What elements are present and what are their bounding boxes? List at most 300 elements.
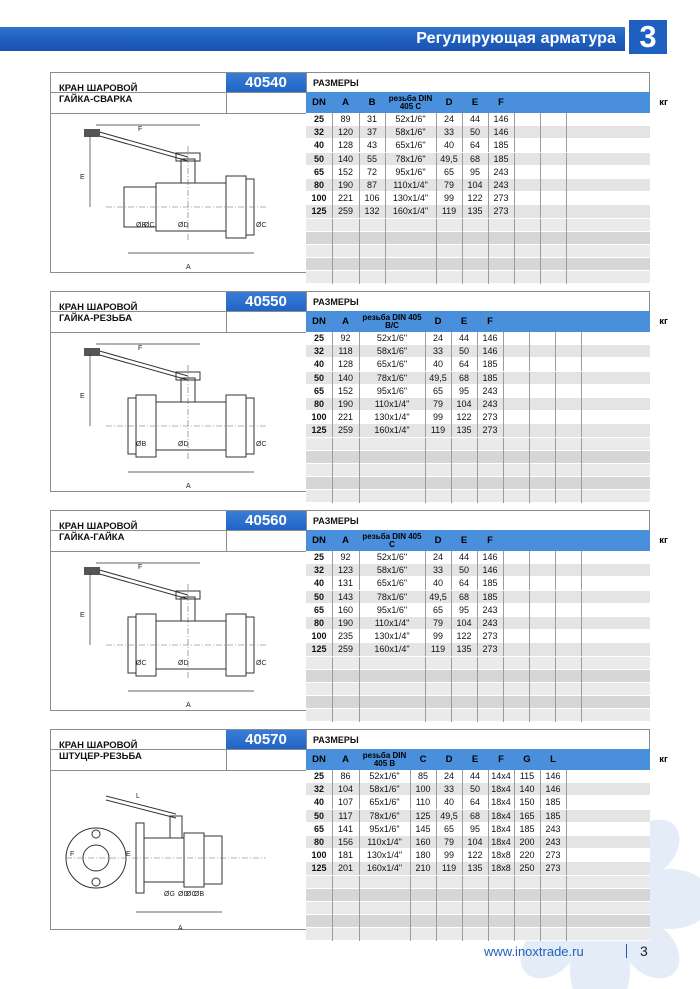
column-separator <box>385 192 386 205</box>
table-cell: 185 <box>545 810 561 821</box>
table-cell: 33 <box>432 565 443 576</box>
column-separator <box>462 928 463 941</box>
table-cell: 99 <box>443 850 454 861</box>
column-separator <box>451 617 452 630</box>
table-cell: 18x4 <box>491 836 511 847</box>
table-cell: 243 <box>545 823 561 834</box>
column-separator <box>359 179 360 192</box>
product-title <box>59 740 142 762</box>
product-title <box>59 83 138 105</box>
table-cell: 119 <box>430 644 446 655</box>
column-separator <box>462 783 463 796</box>
column-separator <box>436 823 437 836</box>
table-row <box>306 372 650 385</box>
column-separator <box>477 591 478 604</box>
table-cell: 235 <box>337 631 354 642</box>
column-header: кг <box>659 96 668 108</box>
column-separator <box>566 232 567 245</box>
column-separator <box>359 551 360 564</box>
table-cell: 95x1/6" <box>376 604 408 615</box>
column-separator <box>566 810 567 823</box>
column-separator <box>529 451 530 464</box>
column-separator <box>477 564 478 577</box>
dimension-label: A <box>186 483 191 490</box>
table-cell: 44 <box>458 552 469 562</box>
column-separator <box>359 358 360 371</box>
table-cell: 181 <box>337 850 354 861</box>
valve-body <box>144 838 184 882</box>
empty-row <box>306 219 650 232</box>
table-cell: 24 <box>432 333 443 343</box>
column-separator <box>514 915 515 928</box>
table-cell: 130x1/4" <box>374 412 410 423</box>
bolt-hole <box>92 878 100 886</box>
column-separator <box>332 332 333 345</box>
column-separator <box>410 889 411 902</box>
column-header <box>503 311 529 332</box>
footer-url-link[interactable]: www.inoxtrade.ru <box>484 944 584 959</box>
column-separator <box>436 258 437 271</box>
product-title-line2: ГАЙКА-РЕЗЬБА <box>59 313 133 324</box>
table-cell: 130x1/4" <box>392 193 429 204</box>
column-separator <box>540 876 541 889</box>
column-separator <box>462 271 463 284</box>
column-separator <box>332 258 333 271</box>
column-separator <box>503 696 504 709</box>
product-title-line1: КРАН ШАРОВОЙ <box>59 521 138 532</box>
column-separator <box>462 796 463 809</box>
column-separator <box>555 630 556 643</box>
column-separator <box>581 464 582 477</box>
table-cell: 243 <box>482 604 498 615</box>
column-separator <box>477 358 478 371</box>
column-separator <box>332 139 333 152</box>
column-separator <box>332 219 333 232</box>
dn-cell: 80 <box>313 617 324 628</box>
table-cell: 128 <box>337 359 354 370</box>
column-separator <box>332 166 333 179</box>
column-separator <box>332 683 333 696</box>
table-row <box>306 153 650 166</box>
table-cell: 106 <box>364 193 380 204</box>
table-cell: 95 <box>469 823 480 834</box>
dimension-label: F <box>138 126 143 133</box>
column-header <box>529 530 555 551</box>
table-row <box>306 345 650 358</box>
column-header: DN <box>312 753 326 765</box>
table-cell: 24 <box>443 114 454 124</box>
column-separator <box>529 464 530 477</box>
column-separator <box>581 604 582 617</box>
table-cell: 18x4 <box>491 823 511 834</box>
column-separator <box>332 345 333 358</box>
column-separator <box>555 643 556 656</box>
product-title-line2: ГАЙКА-ГАЙКА <box>59 532 125 543</box>
column-separator <box>425 451 426 464</box>
column-separator <box>477 451 478 464</box>
table-row <box>306 139 650 152</box>
column-separator <box>566 245 567 258</box>
column-separator <box>332 490 333 503</box>
column-separator <box>332 928 333 941</box>
table-cell: 140 <box>519 784 535 795</box>
table-cell: 95x1/6" <box>376 385 408 396</box>
table-cell: 72 <box>366 166 377 177</box>
table-cell: 18x8 <box>491 850 511 861</box>
handle-lever <box>96 569 188 595</box>
table-cell: 243 <box>482 617 498 628</box>
table-cell: 104 <box>467 179 483 190</box>
column-separator <box>514 258 515 271</box>
table-cell: 52x1/6" <box>376 552 408 562</box>
column-separator <box>488 928 489 941</box>
table-cell: 125 <box>415 810 431 821</box>
dimension-label: F <box>138 564 143 571</box>
column-separator <box>514 783 515 796</box>
table-cell: 24 <box>432 552 443 562</box>
column-header: E <box>460 534 468 546</box>
table-cell: 185 <box>482 359 498 370</box>
column-separator <box>477 657 478 670</box>
column-separator <box>581 332 582 345</box>
column-separator <box>555 670 556 683</box>
column-separator <box>451 577 452 590</box>
column-separator <box>503 643 504 656</box>
column-separator <box>581 657 582 670</box>
column-separator <box>477 683 478 696</box>
column-separator <box>529 551 530 564</box>
column-separator <box>359 139 360 152</box>
column-separator <box>332 770 333 783</box>
column-separator <box>436 205 437 218</box>
column-separator <box>425 424 426 437</box>
column-header <box>555 530 581 551</box>
divider <box>226 311 306 332</box>
handle-lever <box>96 573 188 599</box>
table-body <box>306 332 650 503</box>
column-separator <box>477 617 478 630</box>
technical-drawing <box>66 559 301 709</box>
column-separator <box>540 245 541 258</box>
product-block-40570 <box>50 729 668 932</box>
table-cell: 185 <box>493 153 509 164</box>
column-separator <box>462 166 463 179</box>
column-separator <box>581 577 582 590</box>
column-separator <box>581 709 582 722</box>
table-header <box>306 92 668 113</box>
table-row <box>306 192 650 205</box>
column-separator <box>359 398 360 411</box>
column-separator <box>332 823 333 836</box>
column-header: E <box>460 315 468 327</box>
column-separator <box>359 153 360 166</box>
table-row <box>306 796 650 809</box>
table-cell: 117 <box>338 810 353 821</box>
table-cell: 18x4 <box>491 784 511 795</box>
column-separator <box>477 464 478 477</box>
column-separator <box>514 179 515 192</box>
column-separator <box>451 464 452 477</box>
column-separator <box>436 179 437 192</box>
empty-row <box>306 438 650 451</box>
dn-cell: 32 <box>313 346 324 357</box>
dn-cell: 125 <box>311 206 327 217</box>
empty-row <box>306 915 650 928</box>
column-separator <box>477 630 478 643</box>
column-header: кг <box>659 753 668 765</box>
table-row <box>306 385 650 398</box>
table-cell: 65 <box>443 166 454 177</box>
column-separator <box>451 345 452 358</box>
column-separator <box>503 683 504 696</box>
column-separator <box>332 810 333 823</box>
column-separator <box>359 490 360 503</box>
column-header <box>529 311 555 332</box>
table-header <box>306 749 668 770</box>
column-separator <box>385 245 386 258</box>
table-cell: 119 <box>430 425 446 436</box>
table-cell: 160x1/4" <box>392 206 429 217</box>
column-separator <box>529 643 530 656</box>
column-separator <box>332 398 333 411</box>
table-cell: 107 <box>337 797 354 808</box>
table-cell: 18x8 <box>491 863 511 874</box>
column-separator <box>540 783 541 796</box>
table-cell: 95 <box>458 385 469 396</box>
column-separator <box>566 192 567 205</box>
column-separator <box>425 670 426 683</box>
table-cell: 132 <box>364 206 380 217</box>
column-separator <box>359 683 360 696</box>
column-separator <box>514 862 515 875</box>
table-cell: 273 <box>493 193 509 204</box>
dn-cell: 100 <box>311 850 327 861</box>
product-code-badge: 40560 <box>226 511 306 530</box>
column-separator <box>462 205 463 218</box>
table-cell: 110x1/4" <box>367 836 402 847</box>
column-separator <box>410 849 411 862</box>
empty-row <box>306 889 650 902</box>
product-code-badge: 40540 <box>226 73 306 92</box>
dimension-label: ØC <box>186 891 197 898</box>
table-row <box>306 643 650 656</box>
column-separator <box>451 398 452 411</box>
valve-drawing-svg <box>66 340 301 490</box>
table-cell: 100 <box>415 784 431 795</box>
column-separator <box>410 796 411 809</box>
column-separator <box>477 477 478 490</box>
dn-cell: 32 <box>313 784 324 795</box>
column-separator <box>410 928 411 941</box>
column-separator <box>359 477 360 490</box>
column-separator <box>425 657 426 670</box>
column-separator <box>359 810 360 823</box>
column-separator <box>332 670 333 683</box>
column-separator <box>451 591 452 604</box>
column-separator <box>566 862 567 875</box>
column-separator <box>529 477 530 490</box>
column-separator <box>540 770 541 783</box>
column-separator <box>581 551 582 564</box>
dimension-label: ØD <box>178 222 189 229</box>
column-separator <box>477 551 478 564</box>
column-separator <box>436 836 437 849</box>
table-cell: 273 <box>482 425 498 436</box>
column-separator <box>410 836 411 849</box>
table-body <box>306 113 650 284</box>
column-separator <box>332 438 333 451</box>
dimensions-label: РАЗМЕРЫ <box>313 78 359 88</box>
handle-grip <box>84 348 100 356</box>
column-separator <box>503 630 504 643</box>
handle-grip <box>84 129 100 137</box>
table-row <box>306 849 650 862</box>
column-separator <box>332 696 333 709</box>
column-separator <box>581 424 582 437</box>
column-separator <box>514 205 515 218</box>
table-cell: 50 <box>458 565 469 576</box>
table-cell: 273 <box>545 850 561 861</box>
table-cell: 64 <box>469 140 480 151</box>
table-cell: 210 <box>415 863 431 874</box>
table-cell: 104 <box>456 398 472 409</box>
table-cell: 68 <box>469 810 480 821</box>
column-separator <box>581 358 582 371</box>
column-separator <box>529 424 530 437</box>
table-cell: 185 <box>482 578 498 589</box>
column-separator <box>451 411 452 424</box>
column-separator <box>566 876 567 889</box>
column-separator <box>462 876 463 889</box>
column-separator <box>555 451 556 464</box>
column-separator <box>477 438 478 451</box>
column-separator <box>488 219 489 232</box>
column-separator <box>566 849 567 862</box>
column-separator <box>529 670 530 683</box>
table-cell: 118 <box>338 346 353 357</box>
column-separator <box>462 810 463 823</box>
column-separator <box>477 670 478 683</box>
dimension-label: ØC <box>256 660 267 667</box>
column-separator <box>529 657 530 670</box>
column-separator <box>488 192 489 205</box>
column-separator <box>451 385 452 398</box>
table-cell: 49,5 <box>440 810 458 821</box>
table-cell: 185 <box>545 797 561 808</box>
column-separator <box>540 928 541 941</box>
table-cell: 273 <box>545 863 561 874</box>
product-title <box>59 521 138 543</box>
column-separator <box>477 398 478 411</box>
column-separator <box>359 258 360 271</box>
column-separator <box>566 126 567 139</box>
column-separator <box>332 385 333 398</box>
column-separator <box>488 836 489 849</box>
column-separator <box>503 564 504 577</box>
table-cell: 86 <box>340 771 351 781</box>
column-separator <box>581 398 582 411</box>
column-separator <box>451 696 452 709</box>
table-cell: 104 <box>456 617 472 628</box>
column-separator <box>385 232 386 245</box>
column-separator <box>425 477 426 490</box>
column-separator <box>488 796 489 809</box>
empty-row <box>306 696 650 709</box>
column-separator <box>359 657 360 670</box>
column-separator <box>332 604 333 617</box>
table-cell: 120 <box>337 127 354 138</box>
table-cell: 160x1/4" <box>366 863 403 874</box>
table-cell: 135 <box>467 863 483 874</box>
table-cell: 64 <box>458 578 469 589</box>
dn-cell: 40 <box>313 797 324 808</box>
dn-cell: 65 <box>313 166 324 177</box>
column-separator <box>332 551 333 564</box>
divider <box>51 551 306 552</box>
column-separator <box>410 783 411 796</box>
table-cell: 180 <box>415 850 431 861</box>
column-separator <box>359 192 360 205</box>
column-separator <box>425 372 426 385</box>
column-separator <box>332 424 333 437</box>
column-separator <box>540 113 541 126</box>
divider <box>51 113 306 114</box>
column-separator <box>514 219 515 232</box>
column-separator <box>359 876 360 889</box>
table-cell: 221 <box>337 412 354 423</box>
column-separator <box>359 709 360 722</box>
column-separator <box>581 617 582 630</box>
column-separator <box>581 564 582 577</box>
column-separator <box>514 928 515 941</box>
column-separator <box>566 139 567 152</box>
product-title-line1: КРАН ШАРОВОЙ <box>59 302 138 313</box>
dimension-label: ØC <box>256 441 267 448</box>
table-cell: 78x1/6" <box>369 810 400 821</box>
table-cell: 140 <box>337 153 354 164</box>
column-separator <box>477 424 478 437</box>
column-separator <box>514 166 515 179</box>
column-header: G <box>523 753 531 765</box>
column-separator <box>488 205 489 218</box>
column-separator <box>503 657 504 670</box>
table-cell: 68 <box>458 591 469 602</box>
table-cell: 146 <box>545 771 561 781</box>
column-separator <box>514 876 515 889</box>
column-separator <box>555 385 556 398</box>
column-separator <box>332 153 333 166</box>
column-separator <box>581 411 582 424</box>
column-separator <box>462 862 463 875</box>
column-header: резьба DIN 405 C <box>388 93 433 111</box>
column-header: DN <box>312 315 326 327</box>
column-separator <box>385 179 386 192</box>
dn-cell: 25 <box>313 552 324 562</box>
table-cell: 122 <box>456 631 472 642</box>
column-separator <box>332 192 333 205</box>
table-cell: 31 <box>366 114 377 124</box>
table-row <box>306 126 650 139</box>
table-cell: 92 <box>340 552 351 562</box>
column-separator <box>566 928 567 941</box>
column-separator <box>555 358 556 371</box>
column-header: A <box>342 534 349 546</box>
empty-row <box>306 477 650 490</box>
column-separator <box>488 232 489 245</box>
dn-cell: 80 <box>313 836 324 847</box>
column-separator <box>410 862 411 875</box>
column-separator <box>555 464 556 477</box>
